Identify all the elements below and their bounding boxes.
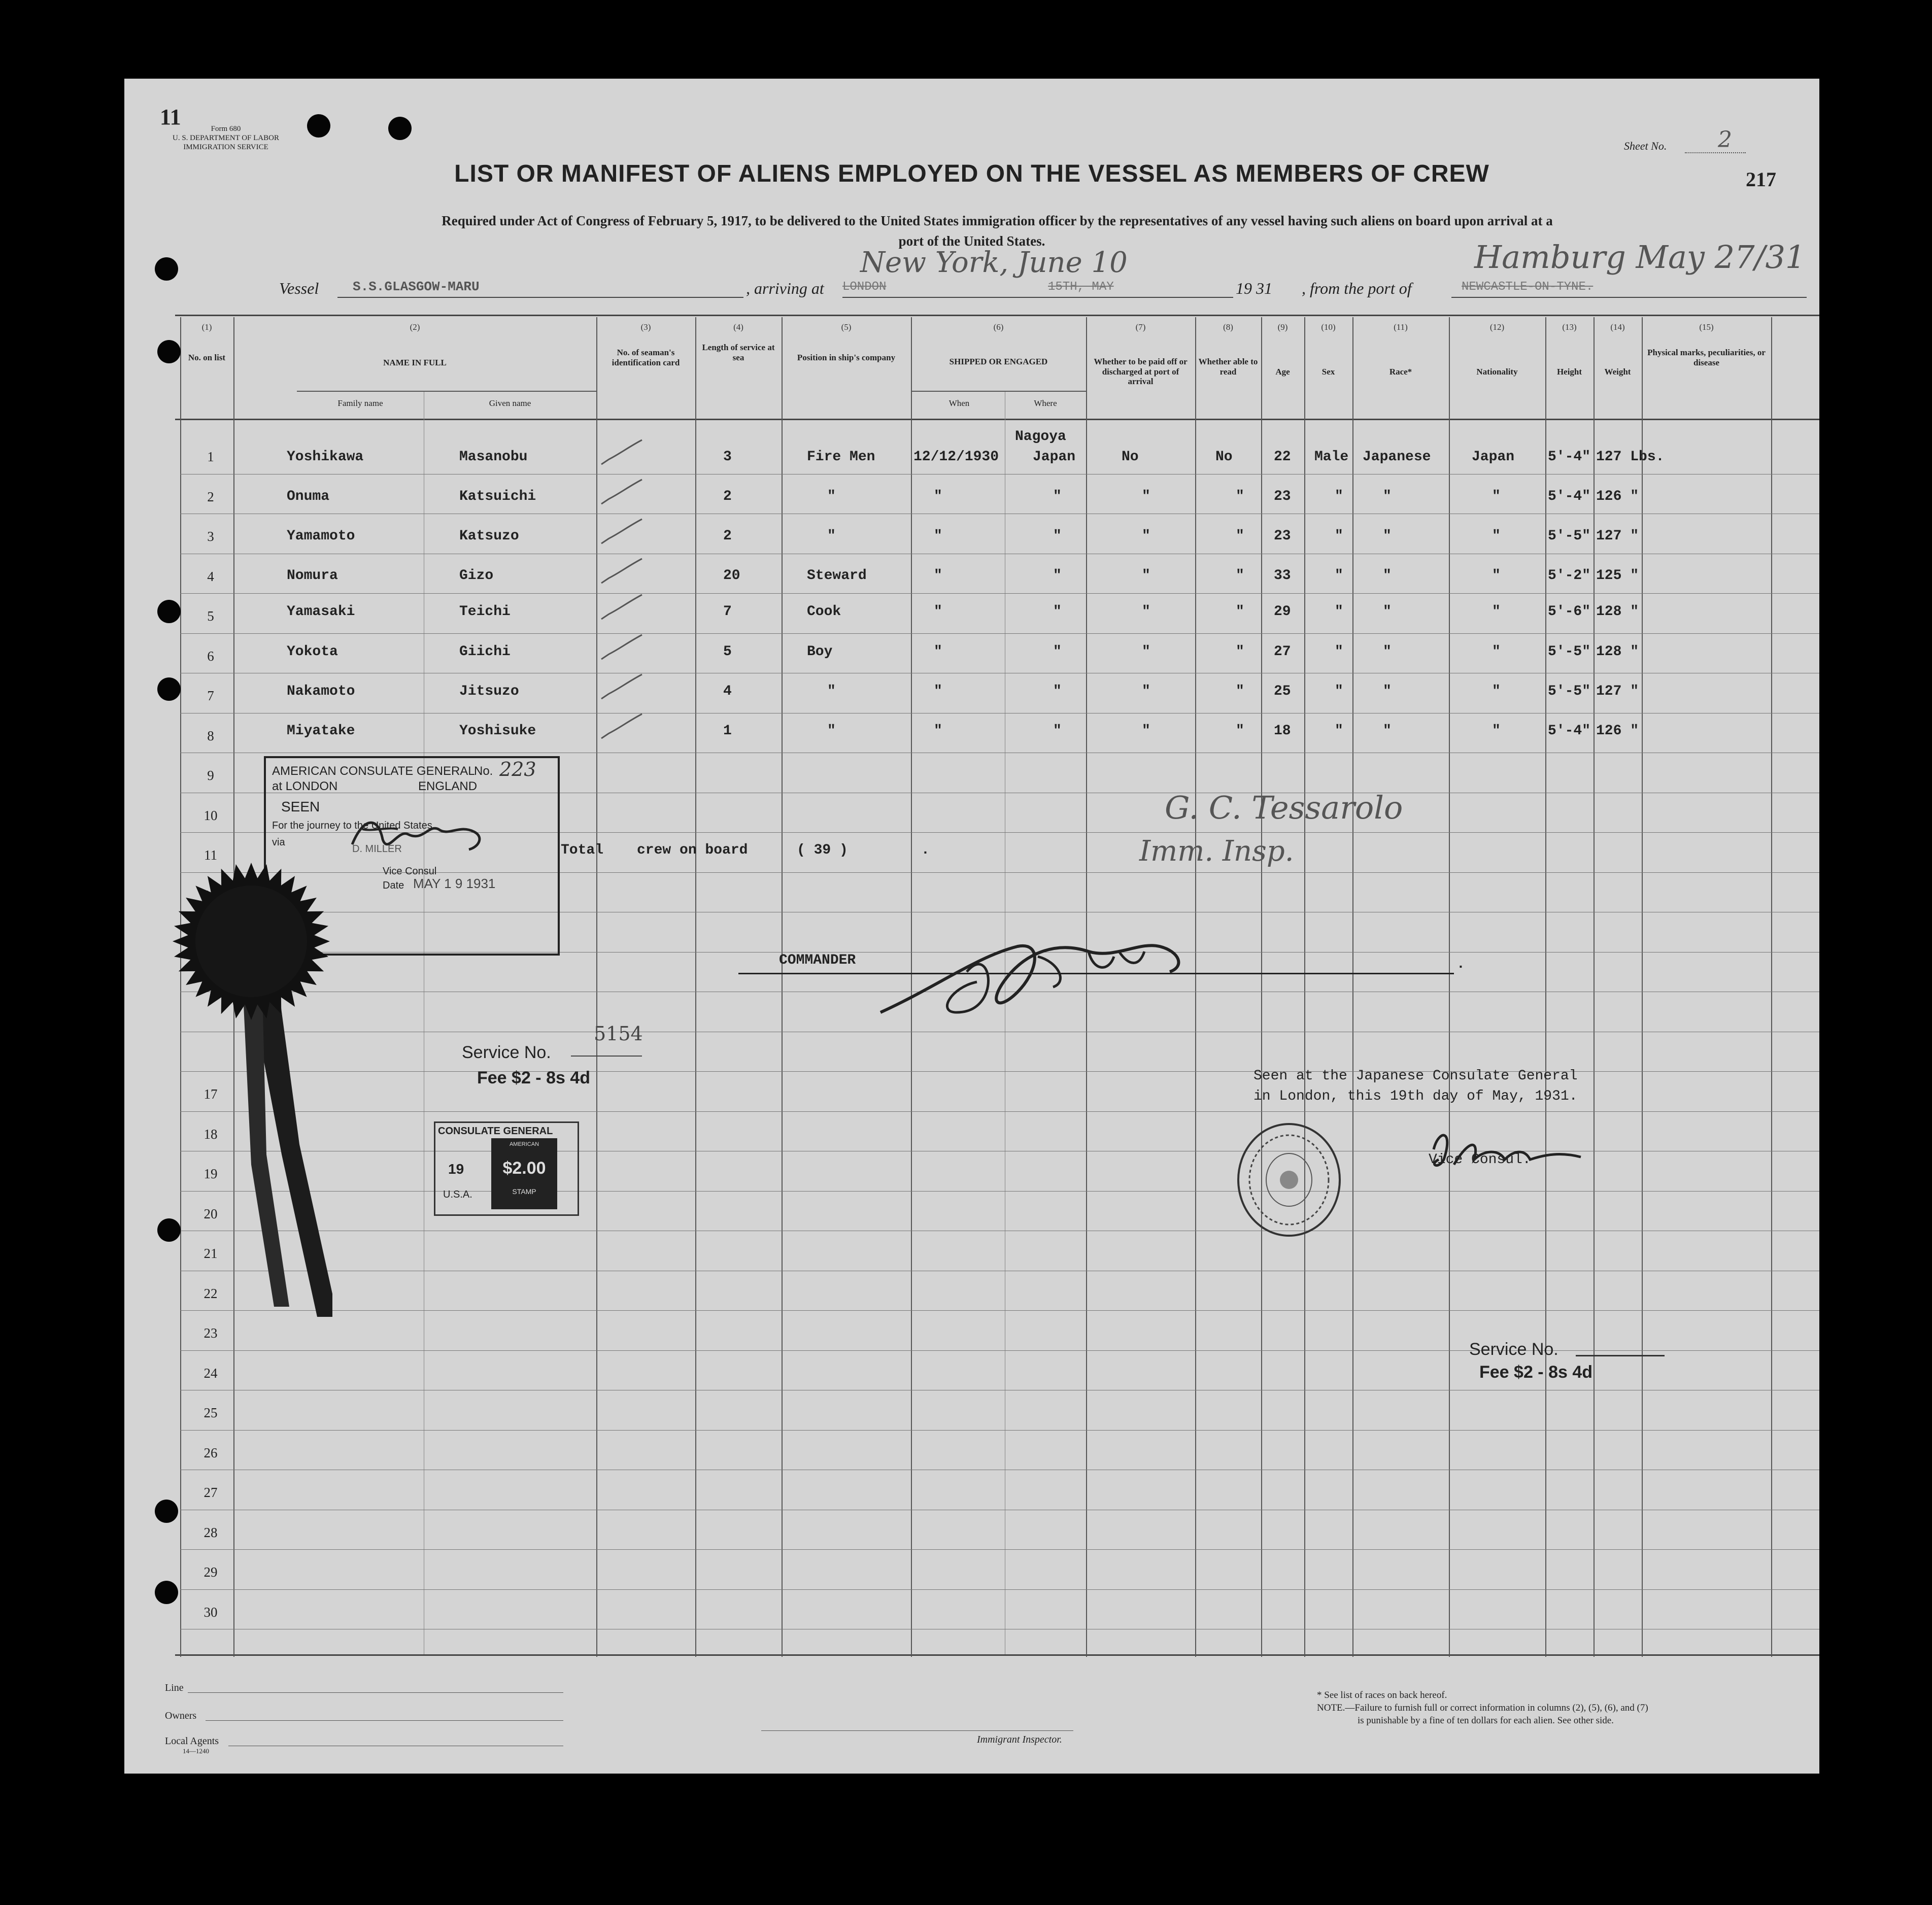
able-to-read-cell: No xyxy=(1215,449,1233,465)
row-line xyxy=(180,633,1819,634)
nationality-cell: " xyxy=(1492,604,1501,620)
subheader-when: When xyxy=(948,398,970,408)
shipped-where-cell: " xyxy=(1053,644,1062,660)
col-line-11 xyxy=(1449,317,1450,1657)
row-number: 23 xyxy=(204,1325,218,1341)
consulate-stamp-via: via xyxy=(272,837,285,848)
height-cell: 5'-5" xyxy=(1548,684,1591,699)
row-number: 5 xyxy=(207,608,214,624)
inspector-signature-title: Imm. Insp. xyxy=(1139,835,1294,868)
shipped-when-cell: " xyxy=(934,604,942,620)
sex-cell: " xyxy=(1335,568,1343,584)
age-cell: 33 xyxy=(1274,568,1291,584)
col-num-7: (7) xyxy=(1135,322,1146,332)
row-number: 28 xyxy=(204,1524,218,1540)
row-number: 22 xyxy=(204,1285,218,1301)
fee-stamp-box xyxy=(434,1121,579,1216)
corner-mark: 11 xyxy=(160,105,181,129)
row-line xyxy=(180,1111,1819,1112)
col-num-14: (14) xyxy=(1610,322,1625,332)
row-number: 3 xyxy=(207,529,214,544)
fee-stamp-year: 19 xyxy=(448,1161,464,1177)
service-no-left-value: 5154 xyxy=(594,1023,643,1045)
fee-stamp-usa: U.S.A. xyxy=(443,1189,472,1200)
consulate-stamp-date: MAY 1 9 1931 xyxy=(413,876,496,891)
footer-line-label: Line xyxy=(165,1682,184,1693)
able-to-read-cell: " xyxy=(1236,723,1244,739)
row-number: 11 xyxy=(204,847,217,863)
shipped-when-cell: " xyxy=(934,568,942,584)
subheader-where: Where xyxy=(1034,398,1057,408)
given-name-cell: Yoshisuke xyxy=(459,723,536,739)
consulate-stamp-no-label: No. xyxy=(474,764,493,778)
col-header-shipped: SHIPPED OR ENGAGED xyxy=(949,357,1048,366)
given-name-cell: Teichi xyxy=(459,604,511,620)
footer-agents-label: Local Agents xyxy=(165,1736,219,1747)
header-bottom-border xyxy=(175,419,1819,420)
col-num-1: (1) xyxy=(201,322,212,332)
stamp-number: 217 xyxy=(1746,168,1776,191)
subtitle-line-2: port of the United States. xyxy=(898,233,1045,249)
col-header-race: Race* xyxy=(1389,367,1412,377)
row-line xyxy=(180,1350,1819,1351)
vessel-underline xyxy=(337,297,743,298)
arriving-underline xyxy=(842,297,1233,298)
shipped-where-cell: " xyxy=(1053,723,1062,739)
row-line xyxy=(180,1191,1819,1192)
total-period: . xyxy=(921,842,930,858)
family-name-cell: Nakamoto xyxy=(287,684,355,699)
sex-cell: " xyxy=(1335,489,1343,504)
from-port-typed: NEWCASTLE-ON-TYNE. xyxy=(1462,280,1594,294)
sex-cell: Male xyxy=(1314,449,1349,465)
japanese-consulate-title: Vice Consul. xyxy=(1429,1152,1531,1168)
shipped-when-cell: " xyxy=(934,528,942,544)
consulate-stamp-line2: at LONDON xyxy=(272,779,338,793)
nationality-cell: " xyxy=(1492,723,1501,739)
sex-cell: " xyxy=(1335,604,1343,620)
row-number: 21 xyxy=(204,1246,218,1261)
consulate-signature xyxy=(342,809,494,865)
shipped-subheader-line xyxy=(911,391,1086,392)
consulate-stamp-line1: AMERICAN CONSULATE GENERAL xyxy=(272,764,475,778)
japanese-consulate-line2: in London, this 19th day of May, 1931. xyxy=(1253,1088,1578,1104)
height-cell: 5'-6" xyxy=(1548,604,1591,620)
race-cell: " xyxy=(1383,528,1392,544)
form-number: Form 680 xyxy=(211,125,241,133)
height-cell: 5'-5" xyxy=(1548,528,1591,544)
row-line xyxy=(180,1589,1819,1590)
revenue-stamp-small: AMERICAN xyxy=(509,1141,539,1147)
height-cell: 5'-5" xyxy=(1548,644,1591,660)
commander-signature xyxy=(875,911,1200,1023)
height-cell: 5'-4" xyxy=(1548,723,1591,739)
col-num-9: (9) xyxy=(1277,322,1288,332)
col-num-5: (5) xyxy=(841,322,852,332)
col-line-15 xyxy=(1771,317,1772,1657)
given-name-cell: Katsuichi xyxy=(459,489,536,504)
paid-off-cell: " xyxy=(1142,489,1150,504)
service-length-cell: 5 xyxy=(723,644,732,660)
japanese-consulate-line1: Seen at the Japanese Consulate General xyxy=(1253,1068,1578,1084)
col-num-3: (3) xyxy=(640,322,651,332)
position-cell: " xyxy=(827,684,836,699)
arriving-handwritten: New York, June 10 xyxy=(860,246,1128,279)
nationality-cell: " xyxy=(1492,489,1501,504)
punch-hole xyxy=(155,1581,178,1604)
col-line-14 xyxy=(1642,317,1643,1657)
id-card-check-mark xyxy=(599,518,645,549)
arriving-label: , arriving at xyxy=(746,279,824,297)
id-card-check-mark xyxy=(599,713,645,743)
family-name-cell: Yamamoto xyxy=(287,528,355,544)
shipped-where-cell: " xyxy=(1053,489,1062,504)
paid-off-cell: " xyxy=(1142,684,1150,699)
given-name-cell: Katsuzo xyxy=(459,528,519,544)
nationality-cell: " xyxy=(1492,684,1501,699)
col-num-15: (15) xyxy=(1699,322,1714,332)
row-number: 1 xyxy=(207,449,214,464)
height-cell: 5'-2" xyxy=(1548,568,1591,584)
col-num-13: (13) xyxy=(1562,322,1577,332)
position-cell: Cook xyxy=(807,604,841,620)
id-card-check-mark xyxy=(599,479,645,509)
shipped-where-cell: " xyxy=(1053,684,1062,699)
age-cell: 23 xyxy=(1274,489,1291,504)
total-label: Total xyxy=(561,842,604,858)
col-line-9 xyxy=(1304,317,1305,1657)
nationality-cell: " xyxy=(1492,568,1501,584)
col-line-8 xyxy=(1261,317,1262,1657)
row-number: 27 xyxy=(204,1485,218,1500)
col-line-3 xyxy=(695,317,696,1657)
sheet-number: 2 xyxy=(1718,127,1732,153)
nationality-cell: Japan xyxy=(1472,449,1515,465)
punch-hole xyxy=(157,677,181,701)
able-to-read-cell: " xyxy=(1236,604,1244,620)
able-to-read-cell: " xyxy=(1236,528,1244,544)
given-name-cell: Giichi xyxy=(459,644,511,660)
age-cell: 23 xyxy=(1274,528,1291,544)
age-cell: 18 xyxy=(1274,723,1291,739)
from-port-handwritten: Hamburg May 27/31 xyxy=(1474,239,1806,276)
race-cell: " xyxy=(1383,489,1392,504)
col-header-paid-off: Whether to be paid off or discharged at port of arrival xyxy=(1094,357,1188,387)
nationality-cell: " xyxy=(1492,644,1501,660)
paid-off-cell: " xyxy=(1142,604,1150,620)
row-number: 10 xyxy=(204,807,218,823)
row-number: 30 xyxy=(204,1604,218,1620)
commander-label: COMMANDER xyxy=(779,952,856,968)
sex-cell: " xyxy=(1335,723,1343,739)
able-to-read-cell: " xyxy=(1236,684,1244,699)
shipped-when-cell: " xyxy=(934,684,942,699)
shipped-where-cell: " xyxy=(1053,604,1062,620)
col-num-2: (2) xyxy=(410,322,420,332)
shipped-where-cell: Japan xyxy=(1033,449,1076,465)
col-num-12: (12) xyxy=(1489,322,1505,332)
race-cell: " xyxy=(1383,723,1392,739)
race-cell: " xyxy=(1383,644,1392,660)
shipped-when-cell: 12/12/1930 xyxy=(913,449,999,465)
row-number: 2 xyxy=(207,489,214,504)
position-cell: Boy xyxy=(807,644,833,660)
height-cell: 5'-4" xyxy=(1548,489,1591,504)
family-name-cell: Yoshikawa xyxy=(287,449,364,465)
form-info xyxy=(165,124,287,152)
shipped-when-cell: " xyxy=(934,723,942,739)
total-value: ( 39 ) xyxy=(797,842,848,858)
race-cell: " xyxy=(1383,604,1392,620)
subheader-given: Given name xyxy=(489,398,531,408)
service-length-cell: 2 xyxy=(723,528,732,544)
position-cell: Steward xyxy=(807,568,867,584)
service-no-right-underline xyxy=(1576,1355,1665,1356)
subheader-family: Family name xyxy=(337,398,383,408)
row-number: 20 xyxy=(204,1206,218,1221)
sheet-label: Sheet No. xyxy=(1624,140,1667,152)
consulate-stamp-name: D. MILLER xyxy=(352,843,402,855)
from-port-underline xyxy=(1451,297,1807,298)
shipped-when-cell: " xyxy=(934,644,942,660)
col-header-nationality: Nationality xyxy=(1476,367,1518,377)
col-num-11: (11) xyxy=(1394,322,1408,332)
col-header-physical: Physical marks, peculiarities, or disease xyxy=(1647,348,1766,367)
consulate-stamp-date-label: Date xyxy=(383,880,404,891)
given-name-cell: Jitsuzo xyxy=(459,684,519,699)
fee-stamp-top: CONSULATE GENERAL xyxy=(438,1126,553,1137)
position-cell: " xyxy=(827,528,836,544)
row-line xyxy=(180,1549,1819,1550)
form-department: U. S. DEPARTMENT OF LABOR xyxy=(173,134,279,142)
wax-seal xyxy=(165,850,332,1332)
arriving-port-text: LONDON xyxy=(842,280,887,294)
col-line-12 xyxy=(1545,317,1546,1657)
service-no-right-label: Service No. xyxy=(1469,1340,1558,1359)
weight-cell: 127 " xyxy=(1596,684,1639,699)
col-line-13 xyxy=(1594,317,1595,1657)
row-number: 26 xyxy=(204,1445,218,1460)
fee-right: Fee $2 - 8s 4d xyxy=(1479,1363,1593,1382)
footer-note-races: * See list of races on back hereof. xyxy=(1317,1690,1447,1700)
row-number: 18 xyxy=(204,1126,218,1142)
position-cell: " xyxy=(827,723,836,739)
paid-off-cell: " xyxy=(1142,528,1150,544)
col-num-6: (6) xyxy=(993,322,1004,332)
table-bottom-border xyxy=(175,1654,1819,1656)
age-cell: 27 xyxy=(1274,644,1291,660)
service-no-left-underline xyxy=(571,1056,642,1057)
punch-hole xyxy=(157,600,181,623)
col-header-read: Whether able to read xyxy=(1198,357,1258,377)
table-top-border xyxy=(175,315,1819,316)
revenue-stamp xyxy=(491,1138,557,1209)
paid-off-cell: " xyxy=(1142,644,1150,660)
page-title: LIST OR MANIFEST OF ALIENS EMPLOYED ON THE VESSEL AS MEMBERS OF CREW xyxy=(454,160,1489,187)
row-line xyxy=(180,1430,1819,1431)
vessel-name: S.S.GLASGOW-MARU xyxy=(353,279,480,294)
service-length-cell: 7 xyxy=(723,604,732,620)
revenue-stamp-denom: $2.00 xyxy=(502,1159,546,1178)
col-line-4 xyxy=(782,317,783,1657)
col-header-name: NAME IN FULL xyxy=(383,358,447,367)
weight-cell: 128 " xyxy=(1596,644,1639,660)
consulate-stamp-no-value: 223 xyxy=(499,758,536,780)
service-length-cell: 1 xyxy=(723,723,732,739)
age-cell: 25 xyxy=(1274,684,1291,699)
weight-cell: 125 " xyxy=(1596,568,1639,584)
col-num-4: (4) xyxy=(733,322,743,332)
weight-cell: 126 " xyxy=(1596,723,1639,739)
nationality-cell: " xyxy=(1492,528,1501,544)
japanese-consulate-seal xyxy=(1233,1119,1345,1241)
height-cell: 5'-4" xyxy=(1548,449,1591,465)
footer-line-underline xyxy=(188,1692,563,1693)
paid-off-cell: " xyxy=(1142,723,1150,739)
total-text: crew on board xyxy=(637,842,748,858)
col-header-no: No. on list xyxy=(188,353,226,362)
age-cell: 29 xyxy=(1274,604,1291,620)
row-line xyxy=(180,593,1819,594)
row-number: 6 xyxy=(207,648,214,664)
col-line-10 xyxy=(1352,317,1353,1657)
sex-cell: " xyxy=(1335,528,1343,544)
arrival-date-typed: 15TH, MAY xyxy=(1048,280,1114,294)
col-header-position: Position in ship's company xyxy=(797,353,896,362)
family-name-cell: Miyatake xyxy=(287,723,355,739)
given-name-cell: Masanobu xyxy=(459,449,528,465)
consulate-stamp-journey: For the journey to the United States xyxy=(272,820,432,831)
sex-cell: " xyxy=(1335,684,1343,699)
shipped-when-cell: " xyxy=(934,489,942,504)
from-port-label: , from the port of xyxy=(1302,279,1412,297)
race-cell: " xyxy=(1383,568,1392,584)
service-length-cell: 20 xyxy=(723,568,740,584)
punch-hole xyxy=(388,117,412,140)
subtitle-line-1: Required under Act of Congress of February 5, 1917, to be delivered to the United States immigration officer by the representatives of any vessel having such aliens on board upon arrival at a xyxy=(442,213,1553,228)
footer-owners-label: Owners xyxy=(165,1710,197,1721)
punch-hole xyxy=(157,340,181,363)
row-number: 17 xyxy=(204,1086,218,1102)
able-to-read-cell: " xyxy=(1236,489,1244,504)
shipped-where-cell: " xyxy=(1053,528,1062,544)
punch-hole xyxy=(155,257,178,281)
weight-cell: 127 " xyxy=(1596,528,1639,544)
weight-cell: 127 Lbs. xyxy=(1596,449,1665,465)
service-length-cell: 4 xyxy=(723,684,732,699)
sex-cell: " xyxy=(1335,644,1343,660)
family-name-cell: Yokota xyxy=(287,644,338,660)
punch-hole xyxy=(155,1500,178,1523)
id-card-check-mark xyxy=(599,439,645,469)
id-card-check-mark xyxy=(599,558,645,588)
name-subheader-line xyxy=(297,391,596,392)
sheet-underline xyxy=(1685,152,1746,153)
service-length-cell: 2 xyxy=(723,489,732,504)
revenue-stamp-word: STAMP xyxy=(512,1187,536,1196)
consulate-stamp-seen: SEEN xyxy=(281,799,320,814)
row-number: 8 xyxy=(207,728,214,743)
id-card-check-mark xyxy=(599,594,645,624)
row-line xyxy=(180,1310,1819,1311)
row-number: 4 xyxy=(207,568,214,584)
arrival-year: 19 31 xyxy=(1236,279,1272,297)
col-num-10: (10) xyxy=(1321,322,1336,332)
position-cell: Fire Men xyxy=(807,449,875,465)
col-header-id-card: No. of seaman's identification card xyxy=(612,348,680,367)
footer-code: 14—1240 xyxy=(183,1747,209,1755)
family-name-cell: Nomura xyxy=(287,568,338,584)
weight-cell: 126 " xyxy=(1596,489,1639,504)
col-num-8: (8) xyxy=(1223,322,1233,332)
form-service: IMMIGRATION SERVICE xyxy=(183,143,268,151)
row-number: 9 xyxy=(207,768,214,783)
row-number: 29 xyxy=(204,1564,218,1580)
manifest-sheet xyxy=(124,79,1819,1774)
col-header-sex: Sex xyxy=(1321,367,1335,377)
col-header-age: Age xyxy=(1275,367,1290,377)
row-number: 24 xyxy=(204,1365,218,1381)
id-card-check-mark xyxy=(599,673,645,704)
paid-off-cell: " xyxy=(1142,568,1150,584)
age-cell: 22 xyxy=(1274,449,1291,465)
commander-period: . xyxy=(1456,957,1465,972)
consulate-stamp-line2b: ENGLAND xyxy=(418,779,478,793)
id-card-check-mark xyxy=(599,634,645,664)
shipped-where-cell: " xyxy=(1053,568,1062,584)
footer-inspector-label: Immigrant Inspector. xyxy=(977,1734,1062,1745)
col-header-height: Height xyxy=(1556,367,1582,377)
punch-hole xyxy=(307,114,330,138)
able-to-read-cell: " xyxy=(1236,644,1244,660)
race-cell: " xyxy=(1383,684,1392,699)
inspector-signature-name: G. C. Tessarolo xyxy=(1165,789,1403,826)
row-number: 19 xyxy=(204,1166,218,1181)
consulate-stamp-title: Vice Consul xyxy=(383,866,437,877)
shipped-where-city-cell: Nagoya xyxy=(1015,429,1066,445)
footer-note-failure: NOTE.—Failure to furnish full or correct information in columns (2), (5), (6), and (7) xyxy=(1317,1703,1648,1713)
position-cell: " xyxy=(827,489,836,504)
given-name-cell: Gizo xyxy=(459,568,494,584)
col-header-weight: Weight xyxy=(1604,367,1631,377)
col-line-2 xyxy=(596,317,597,1657)
footer-note-fine: is punishable by a fine of ten dollars for each alien. See other side. xyxy=(1358,1715,1614,1726)
col-header-length: Length of service at sea xyxy=(702,343,775,362)
service-length-cell: 3 xyxy=(723,449,732,465)
able-to-read-cell: " xyxy=(1236,568,1244,584)
family-name-cell: Onuma xyxy=(287,489,330,504)
row-number: 7 xyxy=(207,688,214,703)
footer-owners-underline xyxy=(206,1720,563,1721)
row-number: 25 xyxy=(204,1405,218,1420)
service-no-left-label: Service No. xyxy=(462,1043,551,1062)
race-cell: Japanese xyxy=(1363,449,1431,465)
vessel-label: Vessel xyxy=(279,279,319,297)
family-name-cell: Yamasaki xyxy=(287,604,355,620)
paid-off-cell: No xyxy=(1122,449,1139,465)
fee-left: Fee $2 - 8s 4d xyxy=(477,1068,591,1087)
footer-inspector-line xyxy=(761,1730,1073,1731)
weight-cell: 128 " xyxy=(1596,604,1639,620)
